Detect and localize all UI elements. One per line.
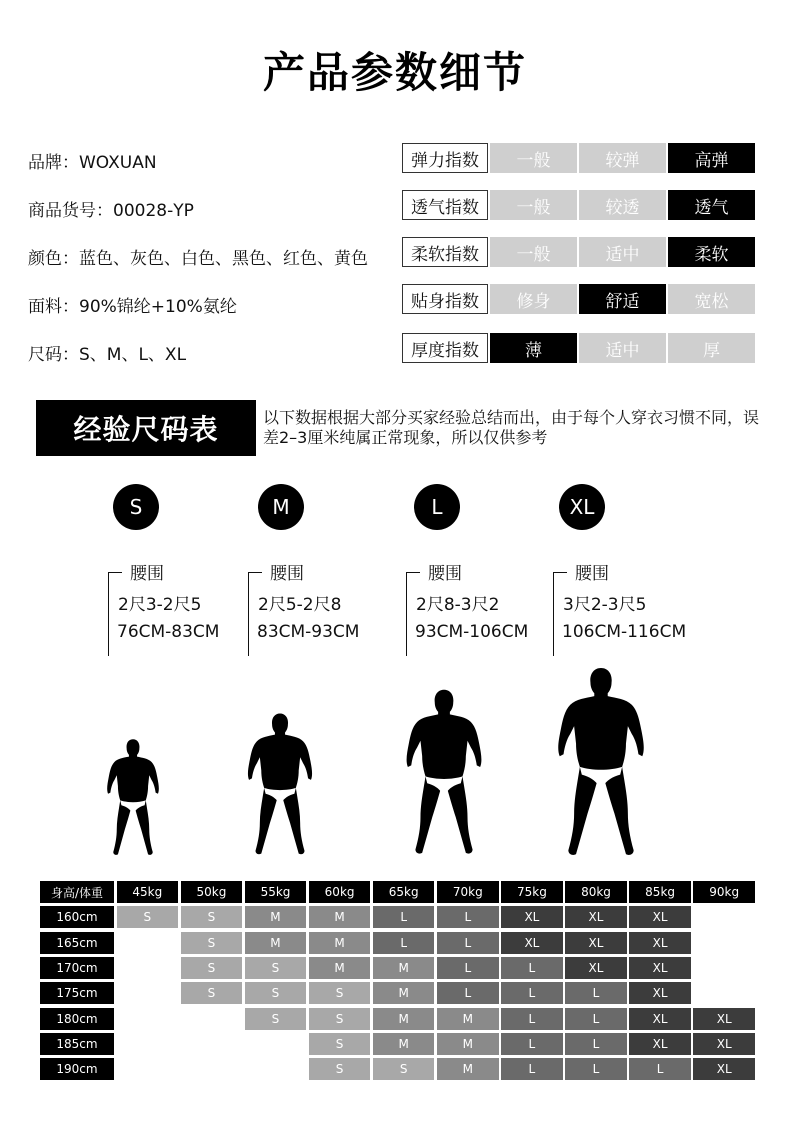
height-header: 180cm (40, 1008, 114, 1030)
bracket-tick (248, 572, 262, 573)
size-circle-xl: XL (559, 484, 605, 530)
size-cell: L (565, 1058, 627, 1080)
size-cell: XL (629, 982, 691, 1004)
waist-label: 腰围 (130, 564, 164, 584)
size-cell: L (437, 906, 499, 928)
size-cell: L (501, 1058, 563, 1080)
bracket-line (108, 572, 109, 656)
height-header: 190cm (40, 1058, 114, 1080)
weight-header: 90kg (693, 881, 755, 903)
size-cell: XL (693, 1008, 755, 1030)
size-cell: L (373, 906, 435, 928)
size-cell: M (373, 1033, 435, 1055)
rating-row (402, 143, 755, 173)
rating-option: 较透 (579, 190, 666, 220)
size-cell: L (437, 932, 499, 954)
size-cell: XL (629, 932, 691, 954)
rating-row (402, 333, 755, 363)
rating-option: 适中 (579, 333, 666, 363)
size-cell: S (309, 982, 371, 1004)
waist-cm-range: 83CM-93CM (257, 622, 360, 642)
weight-header: 65kg (373, 881, 435, 903)
height-header: 175cm (40, 982, 114, 1004)
size-cell: S (245, 957, 307, 979)
size-cell: M (309, 932, 371, 954)
waist-label: 腰围 (428, 564, 462, 584)
size-cell: S (245, 1008, 307, 1030)
weight-header: 70kg (437, 881, 499, 903)
model-silhouette-xl (553, 666, 649, 860)
size-cell: S (181, 932, 243, 954)
size-cell: S (309, 1033, 371, 1055)
size-cell: L (565, 982, 627, 1004)
size-cell: XL (629, 957, 691, 979)
waist-cm-range: 76CM-83CM (117, 622, 220, 642)
waist-chi-range: 2尺3-2尺5 (118, 595, 202, 615)
size-cell: XL (565, 906, 627, 928)
waist-chi-range: 2尺5-2尺8 (258, 595, 342, 615)
size-cell: S (245, 982, 307, 1004)
size-cell: M (309, 957, 371, 979)
size-cell: L (565, 1033, 627, 1055)
size-cell: M (245, 932, 307, 954)
rating-option: 宽松 (668, 284, 755, 314)
size-cell: M (309, 906, 371, 928)
model-silhouette-s (104, 738, 162, 858)
size-cell: L (565, 1008, 627, 1030)
bracket-line (553, 572, 554, 656)
rating-option-selected: 柔软 (668, 237, 755, 267)
size-cell: M (373, 1008, 435, 1030)
waist-chi-range: 3尺2-3尺5 (563, 595, 647, 615)
waist-chi-range: 2尺8-3尺2 (416, 595, 500, 615)
rating-option: 一般 (490, 190, 577, 220)
weight-header: 60kg (309, 881, 371, 903)
grid-corner-header: 身高/体重 (40, 881, 114, 903)
size-chart-note: 以下数据根据大部分买家经验总结而出，由于每个人穿衣习惯不同，误差2–3厘米纯属正常现象，所以仅供参考 (263, 408, 760, 447)
size-circle-s: S (113, 484, 159, 530)
rating-option-selected: 透气 (668, 190, 755, 220)
waist-label: 腰围 (270, 564, 304, 584)
size-circle-l: L (414, 484, 460, 530)
size-cell: L (629, 1058, 691, 1080)
spec-fabric: 面料：90%锦纶+10%氨纶 (28, 297, 237, 317)
size-cell: S (181, 957, 243, 979)
weight-header: 55kg (245, 881, 307, 903)
size-cell: S (181, 982, 243, 1004)
spec-item-number: 商品货号：00028-YP (28, 201, 194, 221)
size-cell: S (309, 1058, 371, 1080)
rating-label: 柔软指数 (402, 237, 488, 267)
weight-header: 80kg (565, 881, 627, 903)
rating-label: 透气指数 (402, 190, 488, 220)
size-cell: M (437, 1058, 499, 1080)
spec-colors: 颜色：蓝色、灰色、白色、黑色、红色、黄色 (28, 249, 368, 269)
size-cell: M (373, 957, 435, 979)
bracket-tick (553, 572, 567, 573)
size-cell: XL (693, 1058, 755, 1080)
spec-sizes: 尺码：S、M、L、XL (28, 345, 187, 365)
size-cell: XL (693, 1033, 755, 1055)
size-cell: S (181, 906, 243, 928)
size-cell: XL (501, 932, 563, 954)
rating-row (402, 284, 755, 314)
weight-header: 45kg (117, 881, 179, 903)
size-cell: XL (501, 906, 563, 928)
height-header: 165cm (40, 932, 114, 954)
rating-option-selected: 薄 (490, 333, 577, 363)
bracket-tick (108, 572, 122, 573)
waist-cm-range: 106CM-116CM (562, 622, 687, 642)
size-cell: L (501, 957, 563, 979)
size-circle-m: M (258, 484, 304, 530)
size-cell: L (437, 982, 499, 1004)
size-cell: L (437, 957, 499, 979)
rating-label: 弹力指数 (402, 143, 488, 173)
size-cell: XL (629, 906, 691, 928)
size-cell: S (373, 1058, 435, 1080)
rating-option: 厚 (668, 333, 755, 363)
rating-option: 较弹 (579, 143, 666, 173)
size-cell: L (373, 932, 435, 954)
waist-cm-range: 93CM-106CM (415, 622, 529, 642)
size-cell: M (373, 982, 435, 1004)
size-cell: L (501, 1008, 563, 1030)
rating-option: 一般 (490, 237, 577, 267)
rating-option-selected: 高弹 (668, 143, 755, 173)
rating-label: 厚度指数 (402, 333, 488, 363)
rating-row (402, 190, 755, 220)
height-header: 160cm (40, 906, 114, 928)
height-header: 170cm (40, 957, 114, 979)
rating-option: 适中 (579, 237, 666, 267)
size-cell: S (309, 1008, 371, 1030)
size-cell: L (501, 1033, 563, 1055)
size-cell: M (437, 1033, 499, 1055)
size-cell: M (437, 1008, 499, 1030)
rating-option: 一般 (490, 143, 577, 173)
height-header: 185cm (40, 1033, 114, 1055)
weight-header: 85kg (629, 881, 691, 903)
weight-header: 75kg (501, 881, 563, 903)
size-cell: L (501, 982, 563, 1004)
spec-brand: 品牌：WOXUAN (28, 153, 157, 173)
size-cell: M (245, 906, 307, 928)
rating-row (402, 237, 755, 267)
page-title: 产品参数细节 (262, 48, 527, 97)
rating-option: 修身 (490, 284, 577, 314)
bracket-line (248, 572, 249, 656)
size-cell: XL (629, 1033, 691, 1055)
size-cell: XL (629, 1008, 691, 1030)
bracket-line (406, 572, 407, 656)
size-cell: XL (565, 957, 627, 979)
bracket-tick (406, 572, 420, 573)
size-chart-banner: 经验尺码表 (36, 400, 256, 456)
weight-header: 50kg (181, 881, 243, 903)
model-silhouette-l (402, 688, 486, 858)
rating-label: 贴身指数 (402, 284, 488, 314)
model-silhouette-m (244, 712, 316, 858)
waist-label: 腰围 (575, 564, 609, 584)
rating-option-selected: 舒适 (579, 284, 666, 314)
size-cell: XL (565, 932, 627, 954)
size-cell: S (117, 906, 179, 928)
